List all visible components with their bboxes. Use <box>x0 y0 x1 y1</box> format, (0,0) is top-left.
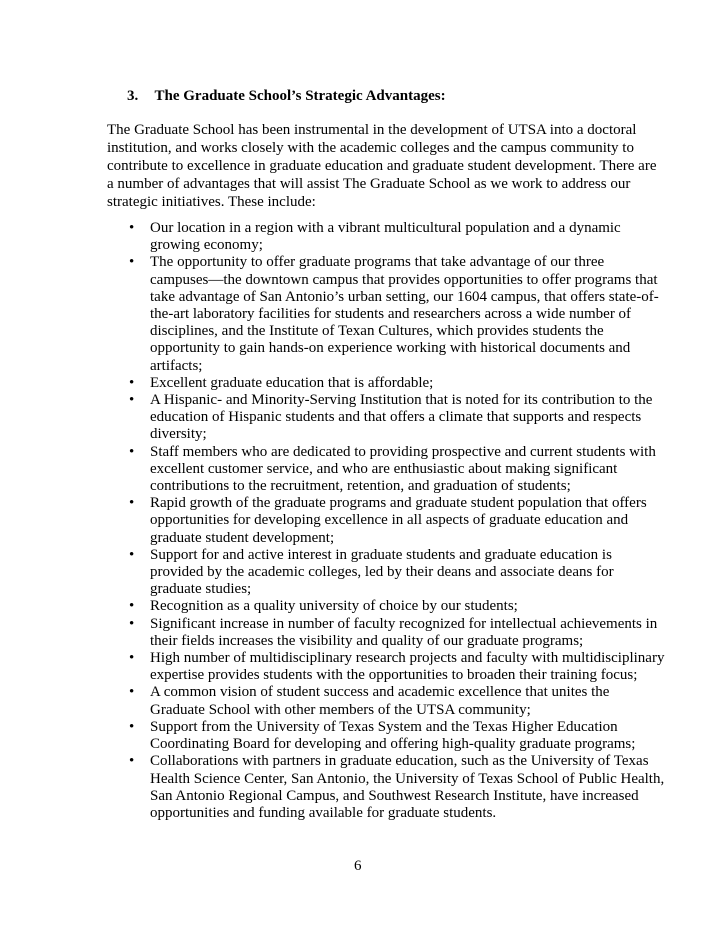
bullet-icon: • <box>129 615 135 632</box>
bullet-icon: • <box>129 546 135 563</box>
list-item-line: excellent customer service, and who are enthusiastic about making significant <box>150 460 618 477</box>
intro-paragraph <box>107 121 657 211</box>
list-item-line: Rapid growth of the graduate programs and graduate student population that offers <box>150 495 647 512</box>
list-item-line: San Antonio Regional Campus, and Southwest Research Institute, have increased <box>150 787 639 804</box>
bullet-icon: • <box>129 443 135 460</box>
bullet-icon: • <box>129 495 135 512</box>
list-item-line: opportunity to gain hands-on experience working with historical documents and <box>150 340 631 357</box>
list-item <box>107 598 667 615</box>
intro-line: strategic initiatives. These include: <box>107 194 316 210</box>
list-item-line: A Hispanic- and Minority-Serving Institution that is noted for its contribution to the <box>150 392 653 409</box>
bullet-icon: • <box>129 684 135 701</box>
list-item-line: take advantage of San Antonio’s urban setting, our 1604 campus, that offers state-of- <box>150 288 659 305</box>
list-item-line: Health Science Center, San Antonio, the University of Texas School of Public Health, <box>150 770 665 787</box>
list-item <box>107 495 667 547</box>
list-item-line: education of Hispanic students and that offers a climate that supports and respects <box>150 409 642 426</box>
list-item-line: Significant increase in number of faculty recognized for intellectual achievements in <box>150 615 658 632</box>
list-item-line: Collaborations with partners in graduate education, such as the University of Texas <box>150 753 649 770</box>
list-item <box>107 684 667 718</box>
list-item-line: The opportunity to offer graduate programs that take advantage of our three <box>150 254 605 271</box>
list-item <box>107 444 667 496</box>
list-item-line: the-art laboratory facilities for students and researchers across a wide number of <box>150 306 632 323</box>
list-item-line: graduate student development; <box>150 529 335 546</box>
intro-line: contribute to excellence in graduate education and graduate student development. There are <box>107 158 657 174</box>
list-item-line: Graduate School with other members of the UTSA community; <box>150 701 531 718</box>
list-item <box>107 375 667 392</box>
list-item-line: provided by the academic colleges, led by their deans and associate deans for <box>150 564 614 581</box>
bullet-icon: • <box>129 718 135 735</box>
list-item-line: Coordinating Board for developing and offering high-quality graduate programs; <box>150 736 636 753</box>
list-item <box>107 719 667 753</box>
list-item <box>107 220 667 254</box>
list-item-line: Support from the University of Texas System and the Texas Higher Education <box>150 718 618 735</box>
list-item-line: artifacts; <box>150 357 203 374</box>
list-item-line: graduate studies; <box>150 581 252 598</box>
list-item-line: A common vision of student success and academic excellence that unites the <box>150 684 610 701</box>
section-heading <box>107 87 667 105</box>
bullet-icon: • <box>129 254 135 271</box>
list-item-line: their fields increases the visibility and quality of our graduate programs; <box>150 632 584 649</box>
bullet-icon: • <box>129 220 135 236</box>
list-item <box>107 616 667 650</box>
section-number: 3. <box>127 88 139 104</box>
list-item-line: High number of multidisciplinary research projects and faculty with multidisciplinary <box>150 650 665 667</box>
bullet-icon: • <box>129 650 135 667</box>
intro-line: a number of advantages that will assist The Graduate School as we work to address our <box>107 176 631 192</box>
list-item <box>107 753 667 822</box>
list-item-line: diversity; <box>150 426 207 443</box>
advantages-list <box>107 220 667 822</box>
list-item <box>107 254 667 374</box>
list-item-line: opportunities and funding available for graduate students. <box>150 804 497 821</box>
list-item-line: disciplines, and the Institute of Texan Cultures, which provides students the <box>150 323 604 340</box>
list-item-line: Recognition as a quality university of choice by our students; <box>150 598 518 615</box>
list-item-line: campuses—the downtown campus that provides opportunities to offer programs that <box>150 271 658 288</box>
intro-line: institution, and works closely with the academic colleges and the campus community to <box>107 140 634 156</box>
list-item-line: Excellent graduate education that is affordable; <box>150 374 434 391</box>
intro-line: The Graduate School has been instrumental in the development of UTSA into a doctoral <box>107 122 637 138</box>
list-item-line: Staff members who are dedicated to providing prospective and current students with <box>150 443 656 460</box>
list-item <box>107 650 667 684</box>
bullet-icon: • <box>129 753 135 770</box>
list-item-line: contributions to the recruitment, retention, and graduation of students; <box>150 478 571 495</box>
list-item <box>107 547 667 599</box>
page-number: 6 <box>354 858 362 874</box>
bullet-icon: • <box>129 392 135 409</box>
list-item <box>107 392 667 444</box>
list-item-line: growing economy; <box>150 237 263 254</box>
bullet-icon: • <box>129 374 135 391</box>
bullet-icon: • <box>129 598 135 615</box>
list-item-line: opportunities for developing excellence in all aspects of graduate education and <box>150 512 629 529</box>
section-title: The Graduate School’s Strategic Advantages: <box>154 88 446 104</box>
list-item-line: Support for and active interest in graduate students and graduate education is <box>150 546 612 563</box>
list-item-line: Our location in a region with a vibrant multicultural population and a dynamic <box>150 220 621 236</box>
list-item-line: expertise provides students with the opportunities to broaden their training focus; <box>150 667 638 684</box>
